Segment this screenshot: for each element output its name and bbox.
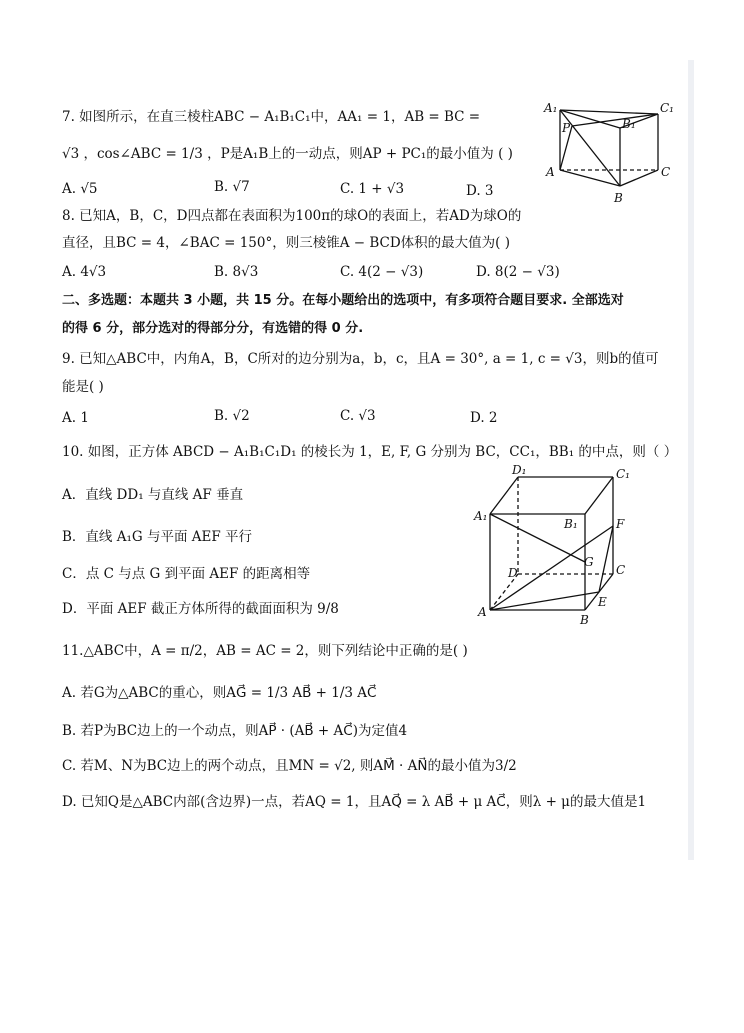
cube-label-a1: A₁ (474, 509, 488, 523)
q11-option-d: D. 已知Q是△ABC内部(含边界)一点，若AQ = 1，且AQ⃗ = λ AB⃗ + μ AC⃗，则λ + μ的最大值是1 (62, 794, 647, 810)
q11-option-b: B. 若P为BC边上的一个动点，则AP⃗ · (AB⃗ + AC⃗)为定值4 (62, 723, 408, 739)
q10-option-a: A．直线 DD₁ 与直线 AF 垂直 (62, 487, 244, 503)
cube-label-f: F (616, 517, 625, 531)
cube-label-c1: C₁ (616, 467, 630, 481)
q10-option-c: C．点 C 与点 G 到平面 AEF 的距离相等 (62, 566, 311, 582)
cube-label-d1: D₁ (512, 463, 527, 477)
q8-line2: 直径，且BC = 4，∠BAC = 150°，则三棱锥A − BCD体积的最大值为( ) (62, 235, 510, 251)
q8-option-a: A. 4√3 (62, 264, 107, 280)
prism-figure (540, 98, 680, 208)
section2-line1: 二、多选题：本题共 3 小题，共 15 分。在每小题给出的选项中，有多项符合题目要求. 全部选对 (62, 293, 624, 308)
q8-option-c: C. 4(2 − √3) (340, 264, 424, 280)
cube-label-a: A (478, 605, 487, 619)
q7-line2: √3 ，cos∠ABC = 1/3 ，P是A₁B上的一动点，则AP + PC₁的最小值为 ( ) (62, 146, 513, 162)
prism-label-a: A (546, 165, 555, 179)
q11-option-a: A. 若G为△ABC的重心，则AG⃗ = 1/3 AB⃗ + 1/3 AC⃗ (62, 685, 377, 701)
cube-figure (470, 462, 650, 628)
prism-label-c1: C₁ (660, 101, 674, 115)
q9-line1: 9. 已知△ABC中，内角A，B，C所对的边分别为a，b，c，且A = 30°, a = 1, c = √3，则b的值可 (62, 351, 659, 367)
q10-line1: 10. 如图，正方体 ABCD − A₁B₁C₁D₁ 的棱长为 1，E, F, G 分别为 BC，CC₁，BB₁ 的中点，则（ ） (62, 444, 678, 460)
cube-label-b: B (580, 613, 589, 627)
prism-label-a1: A₁ (544, 101, 558, 115)
section2-line2: 的得 6 分，部分选对的得部分分，有选错的得 0 分. (62, 321, 364, 336)
q8-line1: 8. 已知A，B，C，D四点都在表面积为100π的球O的表面上，若AD为球O的 (62, 208, 522, 224)
q9-option-a: A. 1 (62, 410, 89, 426)
cube-label-c: C (616, 563, 626, 577)
cube-label-d: D (508, 566, 518, 580)
q7-option-b: B. √7 (214, 179, 250, 195)
q9-option-d: D. 2 (470, 410, 498, 426)
q9-line2: 能是( ) (62, 379, 104, 395)
prism-label-p: P (562, 121, 571, 135)
q8-option-d: D. 8(2 − √3) (476, 264, 560, 280)
q10-option-b: B．直线 A₁G 与平面 AEF 平行 (62, 529, 253, 545)
q10-option-d: D．平面 AEF 截正方体所得的截面面积为 9/8 (62, 601, 339, 617)
q7-option-c: C. 1 + √3 (340, 181, 405, 197)
q9-option-b: B. √2 (214, 408, 250, 424)
q7-line1: 7. 如图所示，在直三棱柱ABC − A₁B₁C₁中，AA₁ = 1，AB = BC = (62, 109, 481, 125)
q8-option-b: B. 8√3 (214, 264, 259, 280)
page-edge-strip (688, 60, 694, 860)
prism-label-b1: B₁ (622, 117, 636, 131)
q9-option-c: C. √3 (340, 408, 376, 424)
cube-label-e: E (598, 595, 607, 609)
cube-label-b1: B₁ (564, 517, 578, 531)
prism-label-c: C (661, 165, 671, 179)
q7-option-a: A. √5 (62, 181, 98, 197)
cube-label-g: G (584, 555, 594, 569)
prism-label-b: B (614, 191, 623, 205)
q7-option-d: D. 3 (466, 183, 494, 199)
q11-option-c: C. 若M、N为BC边上的两个动点，且MN = √2, 则AM⃗ · AN⃗的最小值为3/2 (62, 758, 517, 774)
q11-line1: 11.△ABC中，A = π/2，AB = AC = 2，则下列结论中正确的是( ) (62, 643, 468, 659)
